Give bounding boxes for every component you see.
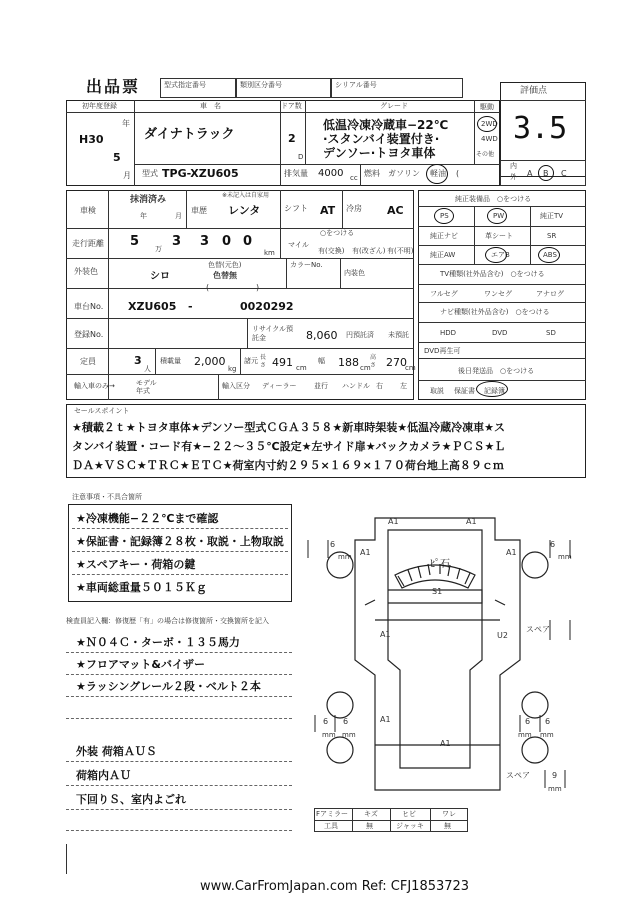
inspect-2: ★フロアマット&バイザー (76, 658, 206, 671)
tread-mm-fl: mm (338, 553, 352, 561)
dim-width-unit: cm (360, 364, 371, 372)
shaken-year-unit: 年 (140, 212, 147, 220)
legend-tools: 工具 (324, 822, 338, 830)
score-label: 評価点 (520, 86, 548, 96)
note-4: ★車両総重量５０１５Ｋｇ (76, 581, 207, 594)
door-count: 2 (288, 132, 296, 145)
tread-rear-left-inner: 6 (343, 717, 349, 726)
displacement: 4000 (318, 168, 344, 179)
mile-opt-b: 有(改ざん) (352, 247, 386, 255)
damage-a1-left-low: A1 (380, 715, 391, 724)
naigai-in: 内 (510, 162, 517, 170)
sheet-title: 出品票 (86, 77, 141, 96)
reg-label: 登録No. (74, 330, 104, 339)
first-reg-year: H30 (79, 133, 104, 146)
import-cat-label: 輸入区分 (222, 382, 250, 390)
ac-value: AC (387, 204, 404, 217)
later-warranty: 保証書 (454, 387, 475, 395)
shaken-month-unit: 月 (175, 212, 182, 220)
color-label: 外装色 (74, 267, 98, 276)
note-2: ★保証書・記録簿２８枚・取説・上物取説 (76, 535, 284, 548)
fuel-diesel: 軽油 (430, 169, 446, 178)
import-dealer: ディーラー (262, 382, 297, 390)
shift-label: シフト (284, 204, 308, 213)
capacity-value: 3 (134, 354, 142, 367)
tread-mm-rlo: mm (322, 731, 336, 739)
dim-length-label: 長さ (260, 354, 267, 369)
drive-2wd: 2WD (481, 120, 498, 128)
grade-line-3: デンソー·トヨタ車体 (323, 146, 436, 160)
tread-rear-right-inner: 6 (525, 717, 531, 726)
capacity-label: 定員 (80, 357, 96, 366)
chassis-sep: - (188, 300, 193, 313)
damage-a1-top-left: A1 (388, 517, 399, 526)
navi-sd: SD (546, 329, 556, 337)
fuel-diesel-circle (426, 164, 448, 184)
dim-width: 188 (338, 356, 359, 369)
mile-note: ○をつける (320, 229, 355, 237)
score-value: 3.5 (513, 111, 568, 146)
color-change-label: 色替(元色) (208, 261, 242, 269)
equip-tv: 純正TV (540, 212, 564, 220)
damage-a1-rear: A1 (440, 739, 451, 748)
later-title: 後日発送品 ○をつける (458, 367, 535, 375)
notes-label: 注意事項・不具合箇所 (72, 493, 142, 501)
tv-analog: アナログ (536, 290, 564, 298)
equip-leather: 革シート (485, 232, 513, 240)
equip-airbag-circle (485, 247, 507, 263)
vehicle-damage-diagram (300, 500, 590, 830)
chassis-label: 車台No. (74, 302, 104, 311)
import-parallel: 並行 (314, 382, 328, 390)
inspect-1: ★Ｎ０４Ｃ・ターボ・１３５馬力 (76, 636, 240, 649)
inspect-label: 検査員記入欄：修復歴「有」の場合は修復箇所・交換箇所を記入 (66, 617, 269, 625)
drive-other: その他 (476, 151, 495, 158)
type-approval-label: 型式指定番号 (164, 81, 206, 89)
equip-aw: 純正AW (430, 251, 456, 259)
inspect-3: ★ラッシングレール２段・ベルト２本 (76, 680, 261, 693)
sales-line-1: ★積載２ｔ★トヨタ車体★デンソー型式ＣＧＡ３５８★新車時架装★低温冷蔵冷凍車★ス (72, 421, 505, 434)
grade-line-1: 低温冷凍冷蔵車−22℃ (323, 118, 449, 132)
load-unit: kg (228, 365, 237, 373)
equip-pw-circle (487, 208, 507, 224)
recycle-flag: 未預託 (388, 331, 409, 339)
mileage-label: 走行距離 (72, 239, 104, 248)
recycle-unit: 円預託済 (346, 331, 374, 339)
mile-label: マイル (288, 241, 309, 249)
handle-left: 左 (400, 382, 407, 390)
year-unit: 年 (122, 119, 130, 128)
capacity-unit: 人 (144, 365, 151, 373)
legend-break: ワレ (442, 810, 456, 818)
serial-label: シリアル番号 (335, 81, 377, 89)
mileage-digit-5: 0 (243, 234, 253, 249)
damage-a1-top-right: A1 (466, 517, 477, 526)
dim-height-unit: cm (405, 364, 416, 372)
later-records: 記録簿 (484, 387, 505, 395)
legend-crack: ヒビ (402, 810, 416, 818)
legend-mirror: Fアミラー (316, 810, 349, 818)
shaken-value: 抹消済み (130, 195, 167, 205)
tv-oneseg: ワンセグ (484, 290, 512, 298)
shareki-note: ※未記入は自家用 (222, 192, 270, 199)
tread-mm-fr: mm (558, 553, 572, 561)
later-manual: 取説 (430, 387, 444, 395)
dvd-playback: DVD再生可 (424, 347, 461, 355)
equip-title: 純正装備品 ○をつける (455, 195, 532, 203)
sales-label: セールスポイント (74, 407, 130, 415)
ac-label: 冷房 (346, 204, 362, 213)
dim-length-unit: cm (296, 364, 307, 372)
chassis-model: XZU605 (128, 300, 177, 313)
mileage-sep: 万 (155, 245, 162, 253)
model-label: 型式 (142, 169, 158, 178)
legend-jack-value: 無 (444, 822, 451, 830)
naigai-c: C (561, 169, 567, 178)
tread-front-left: 6 (330, 540, 336, 549)
fuel-label: 燃料 (364, 169, 380, 178)
equip-abs-circle (538, 247, 560, 263)
dim-height: 270 (386, 356, 407, 369)
damage-a1-left-mid: A1 (380, 630, 391, 639)
equip-navi: 純正ナビ (430, 232, 458, 240)
paren: ( (456, 169, 460, 178)
navi-hdd: HDD (440, 329, 457, 337)
legend-jack: ジャッキ (396, 822, 424, 830)
car-name-label: 車 名 (200, 102, 221, 110)
load-label: 積載量 (160, 357, 181, 365)
equip-ps-circle (434, 208, 454, 224)
mile-opt-c: 有(不明) (387, 247, 414, 255)
color-change-value: 色替無 (213, 271, 237, 280)
later-records-circle (476, 381, 508, 397)
color-value: シロ (150, 271, 170, 282)
mileage-digit-1: 5 (130, 234, 140, 249)
damage-a1-left-front: A1 (360, 548, 371, 557)
legend-scratch: キズ (364, 810, 378, 818)
mileage-digit-2: 3 (172, 234, 182, 249)
dim-length: 491 (272, 356, 293, 369)
naigai-b: B (543, 169, 549, 178)
handle-label: ハンドル (342, 382, 370, 390)
tread-front-right: 6 (550, 540, 556, 549)
mileage-digit-3: 3 (200, 234, 210, 249)
grade-label: グレード (380, 102, 408, 110)
first-reg-label: 初年度登録 (82, 102, 117, 110)
chassis-number: 0020292 (240, 300, 294, 313)
fuel-gasoline: ガソリン (388, 169, 420, 178)
damage-s1: S1 (432, 587, 443, 596)
damage-stone-chip: ﾋﾟ石 (430, 559, 450, 570)
drive-label: 駆動 (480, 103, 494, 111)
naigai-out: 外 (510, 173, 517, 181)
inspect-6: 荷箱内ＡＵ (76, 769, 131, 782)
recycle-amount: 8,060 (306, 329, 338, 342)
spare-label-2: スペア (506, 771, 530, 780)
color-no-label: カラーNo. (290, 261, 323, 269)
class-label: 類別区分番号 (240, 81, 282, 89)
drive-4wd: 4WD (481, 135, 498, 143)
inspect-left-rule (66, 844, 67, 874)
tread-mm-rri: mm (518, 731, 532, 739)
damage-u2: U2 (497, 631, 508, 640)
tread-spare: 9 (552, 771, 558, 780)
tread-rear-right-outer: 6 (545, 717, 551, 726)
shareki-label: 車歴 (191, 206, 207, 215)
load-value: 2,000 (194, 355, 226, 368)
inspect-5: 外装 荷箱ＡＵＳ (76, 745, 157, 758)
dim-label: 諸元 (244, 357, 258, 365)
first-reg-month: 5 (113, 151, 121, 164)
inspect-7: 下回りＳ、室内よごれ (76, 793, 186, 806)
naigai-a: A (527, 169, 533, 178)
mileage-digit-4: 0 (222, 234, 232, 249)
door-d: D (298, 153, 304, 161)
note-3: ★スペアキー・荷箱の鍵 (76, 558, 196, 571)
import-label: 輸入車のみ→ (74, 382, 115, 390)
tv-title: TV種類(社外品含む) ○をつける (440, 270, 545, 278)
tread-rear-left-outer: 6 (323, 717, 329, 726)
tread-mm-spare: mm (548, 785, 562, 793)
legend-tools-value: 無 (366, 822, 373, 830)
equip-pw: PW (493, 212, 505, 220)
dim-width-label: 幅 (318, 357, 325, 365)
damage-a1-right-front: A1 (506, 548, 517, 557)
paren-b: ) (256, 283, 260, 292)
shareki-value: レンタ (228, 204, 261, 217)
naigai-b-circle (538, 165, 554, 181)
shaken-label: 車検 (80, 206, 96, 215)
sales-line-2: タンバイ装置・コード有★−２２～３５℃設定★左サイド扉★バックカメラ★ＰＣＳ★Ｌ (72, 440, 506, 453)
doors-label: ドア数 (281, 102, 302, 110)
equip-sr: SR (547, 232, 557, 240)
paren-a: ( (206, 283, 210, 292)
recycle-label: リサイクル預託金 (252, 325, 294, 342)
footer-reference: www.CarFromJapan.com Ref: CFJ1853723 (200, 879, 470, 894)
navi-title: ナビ種類(社外品含む) ○をつける (440, 308, 550, 316)
handle-right: 右 (376, 382, 383, 390)
mile-opt-a: 有(交換) (318, 247, 345, 255)
equip-ps: PS (440, 212, 449, 220)
drive-2wd-circle (477, 116, 497, 132)
mileage-unit: km (264, 249, 275, 257)
spare-label-1: スペア (526, 625, 550, 634)
cc-unit: cc (350, 174, 358, 182)
dim-height-label: 高さ (370, 354, 377, 369)
month-unit: 月 (123, 171, 131, 180)
note-1: ★冷凍機能−２２℃まで確認 (76, 512, 219, 525)
tread-mm-rli: mm (342, 731, 356, 739)
equip-airbag: エアB (491, 251, 510, 259)
shift-value: AT (320, 204, 336, 217)
car-name: ダイナトラック (144, 127, 235, 142)
displacement-label: 排気量 (284, 169, 308, 178)
sales-line-3: ＤＡ★ＶＳＣ★ＴＲＣ★ＥＴＣ★荷室内寸約２９５×１６９×１７０荷台地上高８９ｃｍ (72, 459, 504, 472)
tread-mm-rro: mm (540, 731, 554, 739)
equip-abs: ABS (543, 251, 557, 259)
interior-label: 内装色 (344, 269, 365, 277)
tv-fullseg: フルセグ (430, 290, 458, 298)
navi-dvd: DVD (492, 329, 508, 337)
model-code: TPG-XZU605 (162, 167, 239, 180)
grade-line-2: ·スタンバイ装置付き· (323, 132, 440, 146)
model-year-label: モデル年式 (136, 379, 157, 395)
